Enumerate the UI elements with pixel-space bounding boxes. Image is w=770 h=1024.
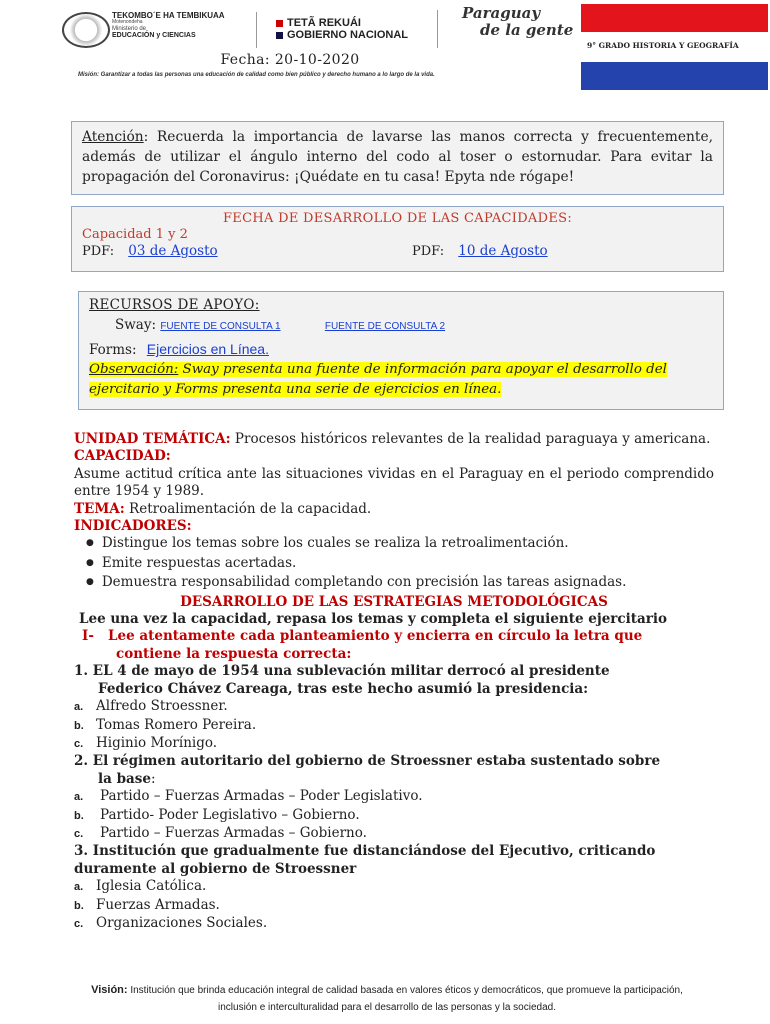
resources-title: RECURSOS DE APOYO:: [89, 297, 260, 313]
question-2: [74, 753, 714, 788]
topic-label: TEMA:: [74, 500, 125, 517]
online-exercises-link[interactable]: Ejercicios en Línea.: [146, 341, 269, 357]
flag-white-stripe: [581, 32, 768, 62]
page-header: [0, 0, 770, 110]
question-3-line1: 3. Institución que gradualmente fue distanciándose del Ejecutivo, criticando: [74, 843, 656, 860]
date-heading: Fecha: 20-10-2020: [220, 52, 360, 68]
question-2-line2-wrap: [74, 771, 714, 788]
blue-square-icon: [276, 32, 283, 39]
observation: [89, 358, 713, 399]
government-logo-line2: GOBIERNO NACIONAL: [287, 29, 408, 42]
answer-option[interactable]: a. Partido – Fuerzas Armadas – Poder Legislativo.: [74, 788, 423, 805]
government-logo: [276, 17, 408, 41]
source-link-1[interactable]: FUENTE DE CONSULTA 1: [160, 321, 281, 332]
question-1-line1: 1. EL 4 de mayo de 1954 una sublevación militar derrocó al presidente: [74, 663, 610, 680]
paraguay-de-la-gente-logo: [462, 5, 573, 40]
script-logo-line2: de la gente: [480, 21, 574, 40]
pdf-link-2[interactable]: 10 de Agosto: [458, 243, 548, 259]
attention-label: Atención: [82, 129, 144, 145]
question-2-line1: 2. El régimen autoritario del gobierno de Stroessner estaba sustentado sobre: [74, 753, 661, 770]
source-link-2[interactable]: FUENTE DE CONSULTA 2: [324, 321, 446, 332]
ministry-logo-line3: Ministerio de: [112, 25, 147, 32]
capacity-heading: CAPACIDAD:: [74, 448, 171, 465]
question-3-line2: duramente al gobierno de Stroessner: [74, 860, 357, 877]
strategies-title: DESARROLLO DE LAS ESTRATEGIAS METODOLÓGICAS: [180, 593, 608, 610]
question-2-line2: la base: [98, 770, 151, 787]
exercise-instruction-line2: contiene la respuesta correcta:: [116, 645, 352, 662]
grade-label: 9° GRADO HISTORIA Y GEOGRAFÍA: [587, 41, 739, 50]
capacity-text: Asume actitud crítica ante las situaciones vividas en el Paraguay en el periodo comprendido entre 1954 y 1989.: [74, 465, 714, 500]
forms-row: [89, 341, 713, 358]
thematic-unit-text: Procesos históricos relevantes de la realidad paraguaya y americana.: [230, 431, 711, 447]
attention-box: [71, 121, 724, 195]
thematic-unit: [74, 431, 714, 448]
answer-option[interactable]: c. Partido – Fuerzas Armadas – Gobierno.: [74, 824, 367, 841]
thematic-unit-label: UNIDAD TEMÁTICA:: [74, 431, 231, 447]
question-1-line2: Federico Chávez Careaga, tras este hecho asumió la presidencia:: [98, 680, 589, 697]
logo-divider: [256, 12, 257, 48]
resources-box: [78, 291, 724, 410]
pdf-item-2: [412, 243, 548, 259]
ministry-logo-line2: Motenondeha: [112, 19, 143, 26]
mission-statement: Misión: Garantizar a todas las personas una educación de calidad como bien público y derecho humano a lo largo de la vida.: [78, 72, 435, 78]
list-item: ● Emite respuestas acertadas.: [86, 555, 714, 574]
observation-label: Observación:: [89, 362, 179, 377]
dates-box: [71, 206, 724, 272]
government-logo-line1: TETÃ REKUÁI: [287, 17, 361, 29]
question-1: [74, 663, 714, 698]
ministry-logo-line4: EDUCACIÓN y CIENCIAS: [112, 31, 196, 39]
logo-divider: [437, 10, 438, 48]
paraguay-flag: [581, 4, 768, 90]
sway-row: [89, 317, 713, 333]
vision-statement: [22, 982, 752, 1016]
pdf-row: [82, 243, 713, 261]
exercise-instruction-line1: Lee atentamente cada planteamiento y encierra en círculo la letra que: [108, 628, 643, 645]
exercise-number: I-: [82, 628, 94, 645]
red-square-icon: [276, 20, 283, 27]
answer-option[interactable]: b. Tomas Romero Pereira.: [74, 716, 257, 733]
ministry-logo-line1: TEKOMBO´E HA TEMBIKUAA: [112, 11, 225, 20]
indicators-list: [74, 535, 714, 593]
flag-red-stripe: [581, 4, 768, 32]
answer-option[interactable]: b. Fuerzas Armadas.: [74, 896, 220, 913]
vision-label: Visión:: [91, 984, 128, 996]
answer-option[interactable]: c. Higinio Morínigo.: [74, 734, 218, 751]
topic-text: Retroalimentación de la capacidad.: [124, 500, 372, 517]
pdf-label: PDF:: [82, 244, 115, 259]
question-3: [74, 843, 714, 878]
dates-title: FECHA DE DESARROLLO DE LAS CAPACIDADES:: [222, 211, 573, 226]
pdf-label: PDF:: [412, 244, 445, 259]
script-logo-line1: Paraguay: [462, 4, 541, 22]
pdf-link-1[interactable]: 03 de Agosto: [128, 243, 218, 259]
observation-highlight: [89, 362, 667, 397]
flag-blue-stripe: [581, 62, 768, 90]
list-item: ● Demuestra responsabilidad completando con precisión las tareas asignadas.: [86, 574, 714, 593]
answer-option[interactable]: b. Partido- Poder Legislativo – Gobierno.: [74, 806, 360, 823]
vision-line2: inclusión e interculturalidad para el desarrollo de las personas y la sociedad.: [218, 1002, 556, 1013]
ministry-seal-icon: [62, 12, 110, 48]
observation-text: Sway presenta una fuente de información para apoyar el desarrollo del ejercitario y Forms presenta una serie de ejercicios en línea.: [89, 362, 667, 398]
main-content: [74, 431, 714, 933]
indicators-heading: INDICADORES:: [74, 518, 192, 535]
topic: [74, 501, 714, 518]
answer-option[interactable]: c. Organizaciones Sociales.: [74, 914, 268, 931]
capacity-label: Capacidad 1 y 2: [82, 227, 188, 242]
forms-label: Forms:: [89, 342, 137, 358]
list-item: ● Distingue los temas sobre los cuales se realiza la retroalimentación.: [86, 535, 714, 554]
attention-text: : Recuerda la importancia de lavarse las manos correcta y frecuentemente, además de utilizar el ángulo interno del codo al toser o estornudar. Para evitar la propagación del Coronavirus: ¡Quédate en tu casa! Epyta nde rógape!: [82, 129, 713, 185]
sway-label: Sway:: [115, 317, 157, 333]
instruction: Lee una vez la capacidad, repasa los temas y completa el siguiente ejercitario: [79, 611, 667, 628]
answer-option[interactable]: a. Alfredo Stroessner.: [74, 698, 228, 715]
ministry-logo: [112, 12, 225, 39]
vision-line1: Institución que brinda educación integral de calidad basada en valores éticos y democráticos, que promueve la participación,: [127, 985, 683, 996]
question-2-colon: :: [150, 770, 156, 787]
exercise-instruction: [74, 628, 714, 663]
answer-option[interactable]: a. Iglesia Católica.: [74, 878, 207, 895]
